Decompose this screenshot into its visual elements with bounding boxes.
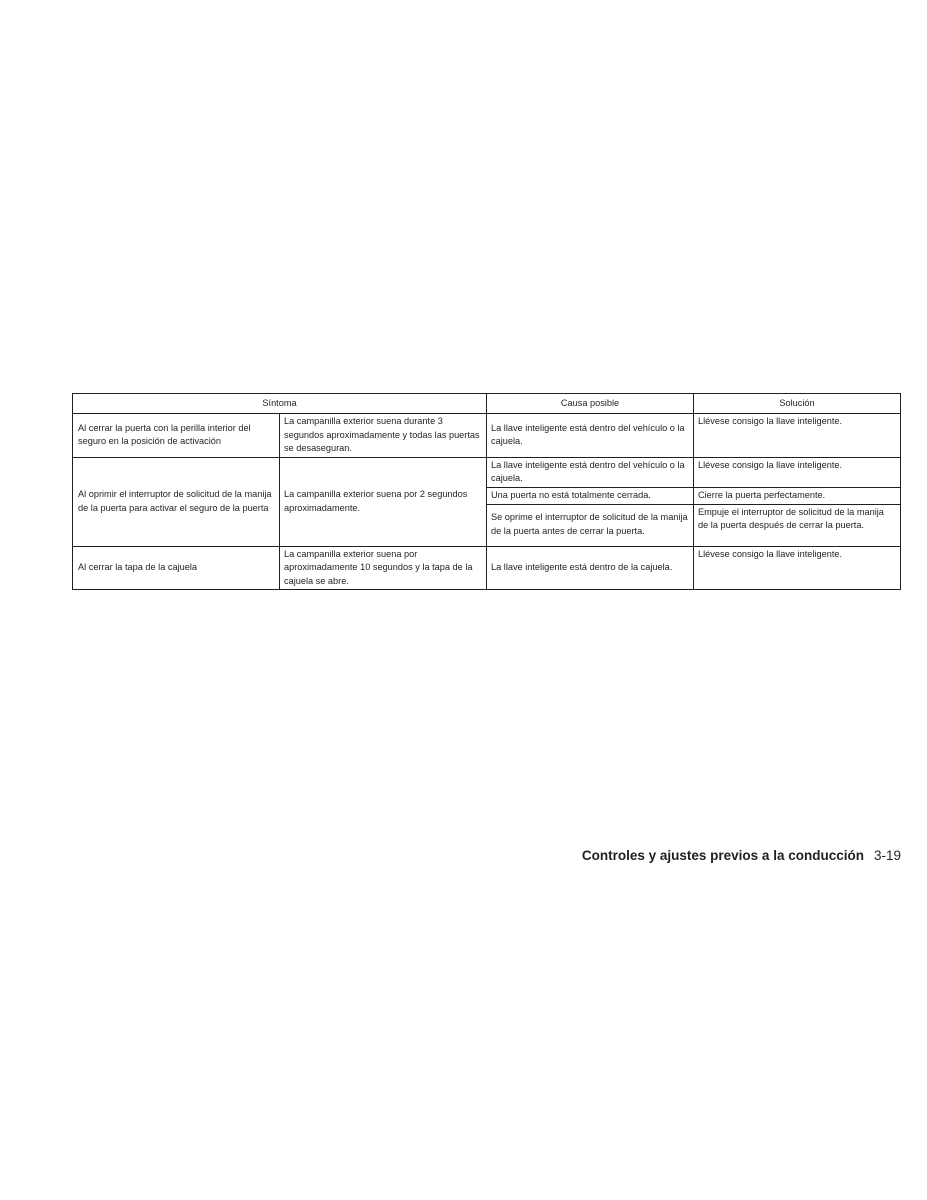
solution-cell: Cierre la puerta perfectamente. <box>694 487 901 504</box>
condition-cell: Al cerrar la puerta con la perilla interior del seguro en la posición de activación <box>73 414 280 458</box>
solution-cell: Llévese consigo la llave inteligente. <box>694 546 901 590</box>
solution-cell: Llévese consigo la llave inteligente. <box>694 457 901 487</box>
cause-cell: La llave inteligente está dentro del vehículo o la cajuela. <box>487 457 694 487</box>
table-row <box>73 457 901 487</box>
solution-cell: Llévese consigo la llave inteligente. <box>694 414 901 458</box>
header-solution: Solución <box>694 394 901 414</box>
table-row <box>73 546 901 590</box>
symptom-cell: La campanilla exterior suena por aproximadamente 10 segundos y la tapa de la cajuela se abre. <box>280 546 487 590</box>
table-row <box>73 414 901 458</box>
condition-cell: Al oprimir el interruptor de solicitud de la manija de la puerta para activar el seguro de la puerta <box>73 457 280 546</box>
cause-cell: La llave inteligente está dentro de la cajuela. <box>487 546 694 590</box>
solution-cell: Empuje el interruptor de solicitud de la manija de la puerta después de cerrar la puerta. <box>694 504 901 546</box>
symptom-cell: La campanilla exterior suena por 2 segundos aproximadamente. <box>280 457 487 546</box>
page-footer <box>0 848 901 863</box>
table-header-row <box>73 394 901 414</box>
symptom-cell: La campanilla exterior suena durante 3 segundos aproximadamente y todas las puertas se desaseguran. <box>280 414 487 458</box>
cause-cell: La llave inteligente está dentro del vehículo o la cajuela. <box>487 414 694 458</box>
header-cause: Causa posible <box>487 394 694 414</box>
header-symptom: Síntoma <box>73 394 487 414</box>
page-number: 3-19 <box>873 848 901 863</box>
troubleshooting-table <box>72 393 901 590</box>
section-title: Controles y ajustes previos a la conducción <box>581 848 864 863</box>
cause-cell: Una puerta no está totalmente cerrada. <box>487 487 694 504</box>
condition-cell: Al cerrar la tapa de la cajuela <box>73 546 280 590</box>
cause-cell: Se oprime el interruptor de solicitud de la manija de la puerta antes de cerrar la puerta. <box>487 504 694 546</box>
